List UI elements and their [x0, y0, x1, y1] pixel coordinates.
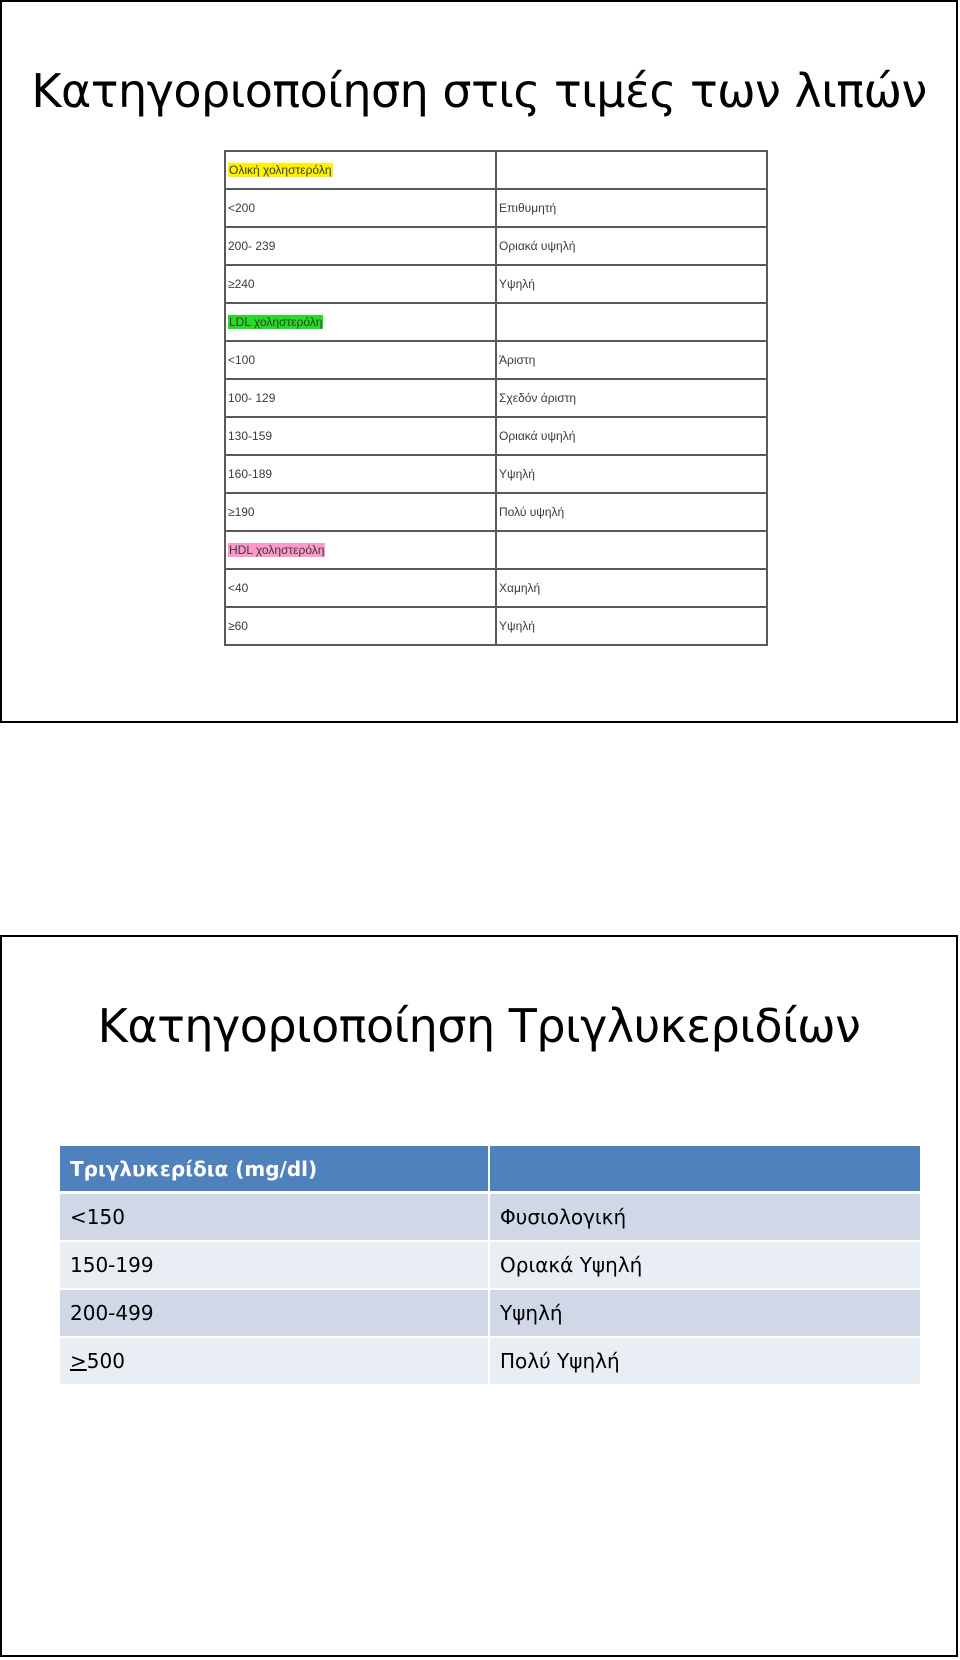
range-cell: <40	[225, 569, 496, 607]
range-cell: <200	[225, 189, 496, 227]
range-cell: ≥60	[225, 607, 496, 645]
column-header: Τριγλυκερίδια (mg/dl)	[60, 1146, 490, 1194]
range-cell: 130-159	[225, 417, 496, 455]
range-cell: 150-199	[60, 1242, 490, 1290]
slide-lipid-categories	[0, 0, 958, 723]
table-row	[225, 569, 767, 607]
category-cell: Υψηλή	[496, 455, 767, 493]
category-cell: Υψηλή	[496, 607, 767, 645]
triglyceride-table	[60, 1146, 920, 1386]
table-row	[225, 265, 767, 303]
category-cell: Οριακά Υψηλή	[490, 1242, 920, 1290]
table-row	[60, 1194, 920, 1242]
category-cell: Επιθυμητή	[496, 189, 767, 227]
table-row	[60, 1242, 920, 1290]
section-header: LDL χοληστερόλη	[229, 315, 323, 329]
section-header: HDL χοληστερόλη	[229, 543, 325, 557]
table-cell	[496, 303, 767, 341]
category-cell: Οριακά υψηλή	[496, 417, 767, 455]
category-cell: Υψηλή	[490, 1290, 920, 1338]
range-cell: 200- 239	[225, 227, 496, 265]
category-cell: Άριστη	[496, 341, 767, 379]
range-cell: <100	[225, 341, 496, 379]
section-header-row	[225, 531, 767, 569]
category-cell: Οριακά υψηλή	[496, 227, 767, 265]
table-row	[225, 379, 767, 417]
category-cell: Χαμηλή	[496, 569, 767, 607]
table-row	[225, 607, 767, 645]
table-row	[225, 455, 767, 493]
section-header: Ολική χοληστερόλη	[229, 163, 332, 177]
table-row	[225, 341, 767, 379]
category-cell: Φυσιολογική	[490, 1194, 920, 1242]
table-cell	[225, 303, 496, 341]
table-row	[225, 417, 767, 455]
category-cell: Πολύ Υψηλή	[490, 1338, 920, 1386]
lipid-table	[224, 150, 768, 646]
table-row	[60, 1290, 920, 1338]
slide-title: Κατηγοριοποίηση στις τιμές των λιπών	[31, 64, 927, 118]
category-cell: Πολύ υψηλή	[496, 493, 767, 531]
table-cell	[496, 531, 767, 569]
range-cell: 100- 129	[225, 379, 496, 417]
range-cell: 200-499	[60, 1290, 490, 1338]
slide-title: Κατηγοριοποίηση Τριγλυκεριδίων	[97, 999, 861, 1053]
range-cell: 160-189	[225, 455, 496, 493]
table-row	[225, 493, 767, 531]
range-cell: ≥190	[225, 493, 496, 531]
range-cell: ≥240	[225, 265, 496, 303]
table-row	[60, 1338, 920, 1386]
section-header-row	[225, 303, 767, 341]
column-header	[490, 1146, 920, 1194]
table-cell	[225, 151, 496, 189]
range-cell: >500	[60, 1338, 490, 1386]
table-header-row	[60, 1146, 920, 1194]
table-cell	[496, 151, 767, 189]
slide-triglyceride-categories	[0, 935, 958, 1657]
section-header-row	[225, 151, 767, 189]
table-row	[225, 189, 767, 227]
table-cell	[225, 531, 496, 569]
category-cell: Υψηλή	[496, 265, 767, 303]
table-row	[225, 227, 767, 265]
category-cell: Σχεδόν άριστη	[496, 379, 767, 417]
range-cell: <150	[60, 1194, 490, 1242]
